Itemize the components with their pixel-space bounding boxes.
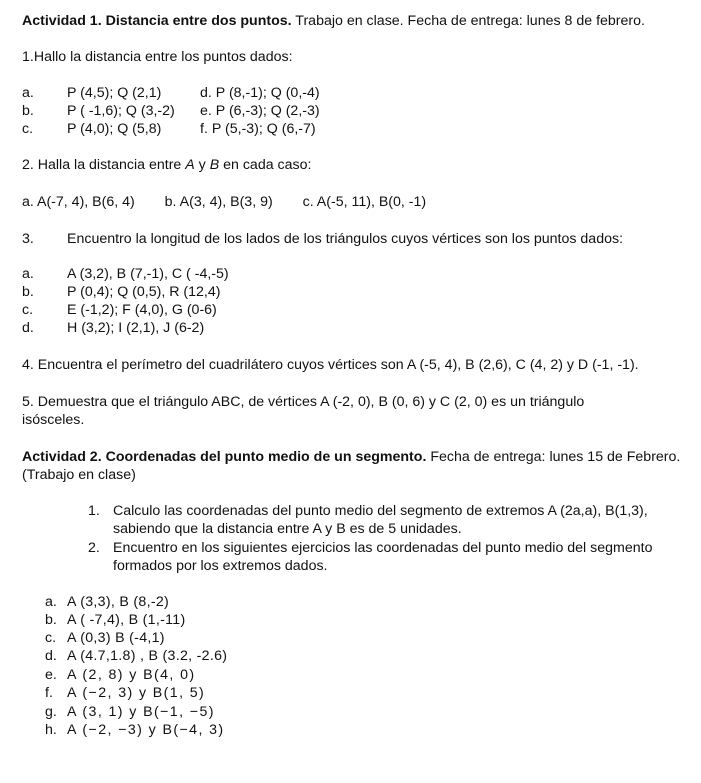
a2-item-label: d. bbox=[45, 648, 57, 664]
q2-prompt bbox=[22, 156, 311, 174]
q1-item-label: b. bbox=[22, 103, 34, 119]
q3-item-text: E (-1,2); F (4,0), G (0-6) bbox=[67, 302, 217, 318]
actividad2-title bbox=[22, 448, 680, 466]
actividad2-title-rest: Fecha de entrega: lunes 15 de Febrero. bbox=[426, 449, 681, 465]
a2-item-label: e. bbox=[45, 667, 57, 683]
ol-item-line1: Calculo las coordenadas del punto medio del segmento de extremos A (2a,a), B(1,3), bbox=[113, 503, 648, 519]
q3-item-text: P (0,4); Q (0,5), R (12,4) bbox=[67, 284, 221, 300]
q3-item-label: a. bbox=[22, 266, 34, 282]
q1-item-text2: P (5,-3); Q (6,-7) bbox=[211, 121, 316, 137]
q3-item-text: H (3,2); I (2,1), J (6-2) bbox=[67, 320, 205, 336]
q4-text: 4. Encuentra el perímetro del cuadrilátero cuyos vértices son A (-5, 4), B (2,6), C (4, 2) y D (-1, -1). bbox=[22, 357, 639, 373]
a2-item-label: a. bbox=[45, 594, 57, 610]
q1-item-label2: f. bbox=[200, 121, 208, 137]
a2-item-label: f. bbox=[45, 685, 53, 701]
q1-item-col2 bbox=[200, 84, 320, 102]
q2-item: b. A(3, 4), B(3, 9) bbox=[164, 194, 273, 210]
a2-item-label: h. bbox=[45, 722, 57, 738]
q5-line2: isósceles. bbox=[22, 412, 85, 428]
actividad1-title-rest: Trabajo en clase. Fecha de entrega: lunes 8 de febrero. bbox=[291, 13, 645, 29]
ol-item-number: 1. bbox=[88, 503, 100, 519]
ol-item-line2: formados por los extremos dados. bbox=[113, 558, 328, 574]
ol-item-line1: Encuentro en los siguientes ejercicios las coordenadas del punto medio del segmento bbox=[113, 540, 653, 556]
q2-items bbox=[22, 193, 426, 211]
actividad2-title-line2: (Trabajo en clase) bbox=[22, 467, 136, 483]
q1-item-text: P ( -1,6); Q (3,-2) bbox=[67, 103, 175, 119]
q2-prompt-post: en cada caso: bbox=[219, 157, 312, 173]
q3-prompt: Encuentro la longitud de los lados de los triángulos cuyos vértices son los puntos dados: bbox=[67, 231, 624, 247]
ol-item-line2: sabiendo que la distancia entre A y B es de 5 unidades. bbox=[113, 521, 462, 537]
actividad1-title-bold: Actividad 1. Distancia entre dos puntos. bbox=[22, 13, 292, 29]
q1-item-label: a. bbox=[22, 85, 34, 101]
a2-item-text: A (−2, 3) y B(1, 5) bbox=[67, 685, 206, 701]
q1-item-text: P (4,0); Q (5,8) bbox=[67, 121, 162, 137]
q2-prompt-pre: 2. Halla la distancia entre bbox=[22, 157, 186, 173]
ol-item-number: 2. bbox=[88, 540, 100, 556]
q1-item-col2 bbox=[200, 102, 320, 120]
a2-item-text: A (3, 1) y B(−1, −5) bbox=[67, 704, 215, 720]
q1-item-text: P (4,5); Q (2,1) bbox=[67, 85, 162, 101]
a2-item-text: A (3,3), B (8,-2) bbox=[67, 594, 170, 610]
q3-item-label: d. bbox=[22, 320, 34, 336]
a2-item-text: A (−2, −3) y B(−4, 3) bbox=[67, 722, 225, 738]
q1-prompt: 1.Hallo la distancia entre los puntos dados: bbox=[22, 49, 293, 65]
q2-prompt-mid: y bbox=[194, 157, 210, 173]
q1-item-label2: d. bbox=[200, 85, 212, 101]
a2-item-text: A ( -7,4), B (1,-11) bbox=[67, 612, 186, 628]
q3-item-label: c. bbox=[22, 302, 34, 318]
a2-item-text: A (0,3) B (-4,1) bbox=[67, 630, 165, 646]
q2-var-a: A bbox=[185, 157, 195, 173]
actividad2-title-bold: Actividad 2. Coordenadas del punto medio de un segmento. bbox=[22, 449, 427, 465]
q2-item: a. A(-7, 4), B(6, 4) bbox=[22, 194, 135, 210]
q1-item-label: c. bbox=[22, 121, 34, 137]
q2-item: c. A(-5, 11), B(0, -1) bbox=[302, 194, 427, 210]
q1-item-text2: P (6,-3); Q (2,-3) bbox=[215, 103, 320, 119]
q1-item-col2 bbox=[200, 120, 316, 138]
actividad1-title bbox=[22, 12, 645, 30]
q3-item-text: A (3,2), B (7,-1), C ( -4,-5) bbox=[67, 266, 229, 282]
a2-item-label: g. bbox=[45, 704, 57, 720]
a2-item-text: A (4.7,1.8) , B (3.2, -2.6) bbox=[67, 648, 228, 664]
q3-item-label: b. bbox=[22, 284, 34, 300]
q1-item-text2: P (8,-1); Q (0,-4) bbox=[215, 85, 320, 101]
a2-item-label: c. bbox=[45, 630, 57, 646]
a2-item-text: A (2, 8) y B(4, 0) bbox=[67, 667, 196, 683]
q2-var-b: B bbox=[209, 157, 220, 173]
q5-line1: 5. Demuestra que el triángulo ABC, de vértices A (-2, 0), B (0, 6) y C (2, 0) es un triángulo bbox=[22, 394, 585, 410]
q1-item-label2: e. bbox=[200, 103, 212, 119]
q3-number: 3. bbox=[22, 231, 34, 247]
a2-item-label: b. bbox=[45, 612, 57, 628]
